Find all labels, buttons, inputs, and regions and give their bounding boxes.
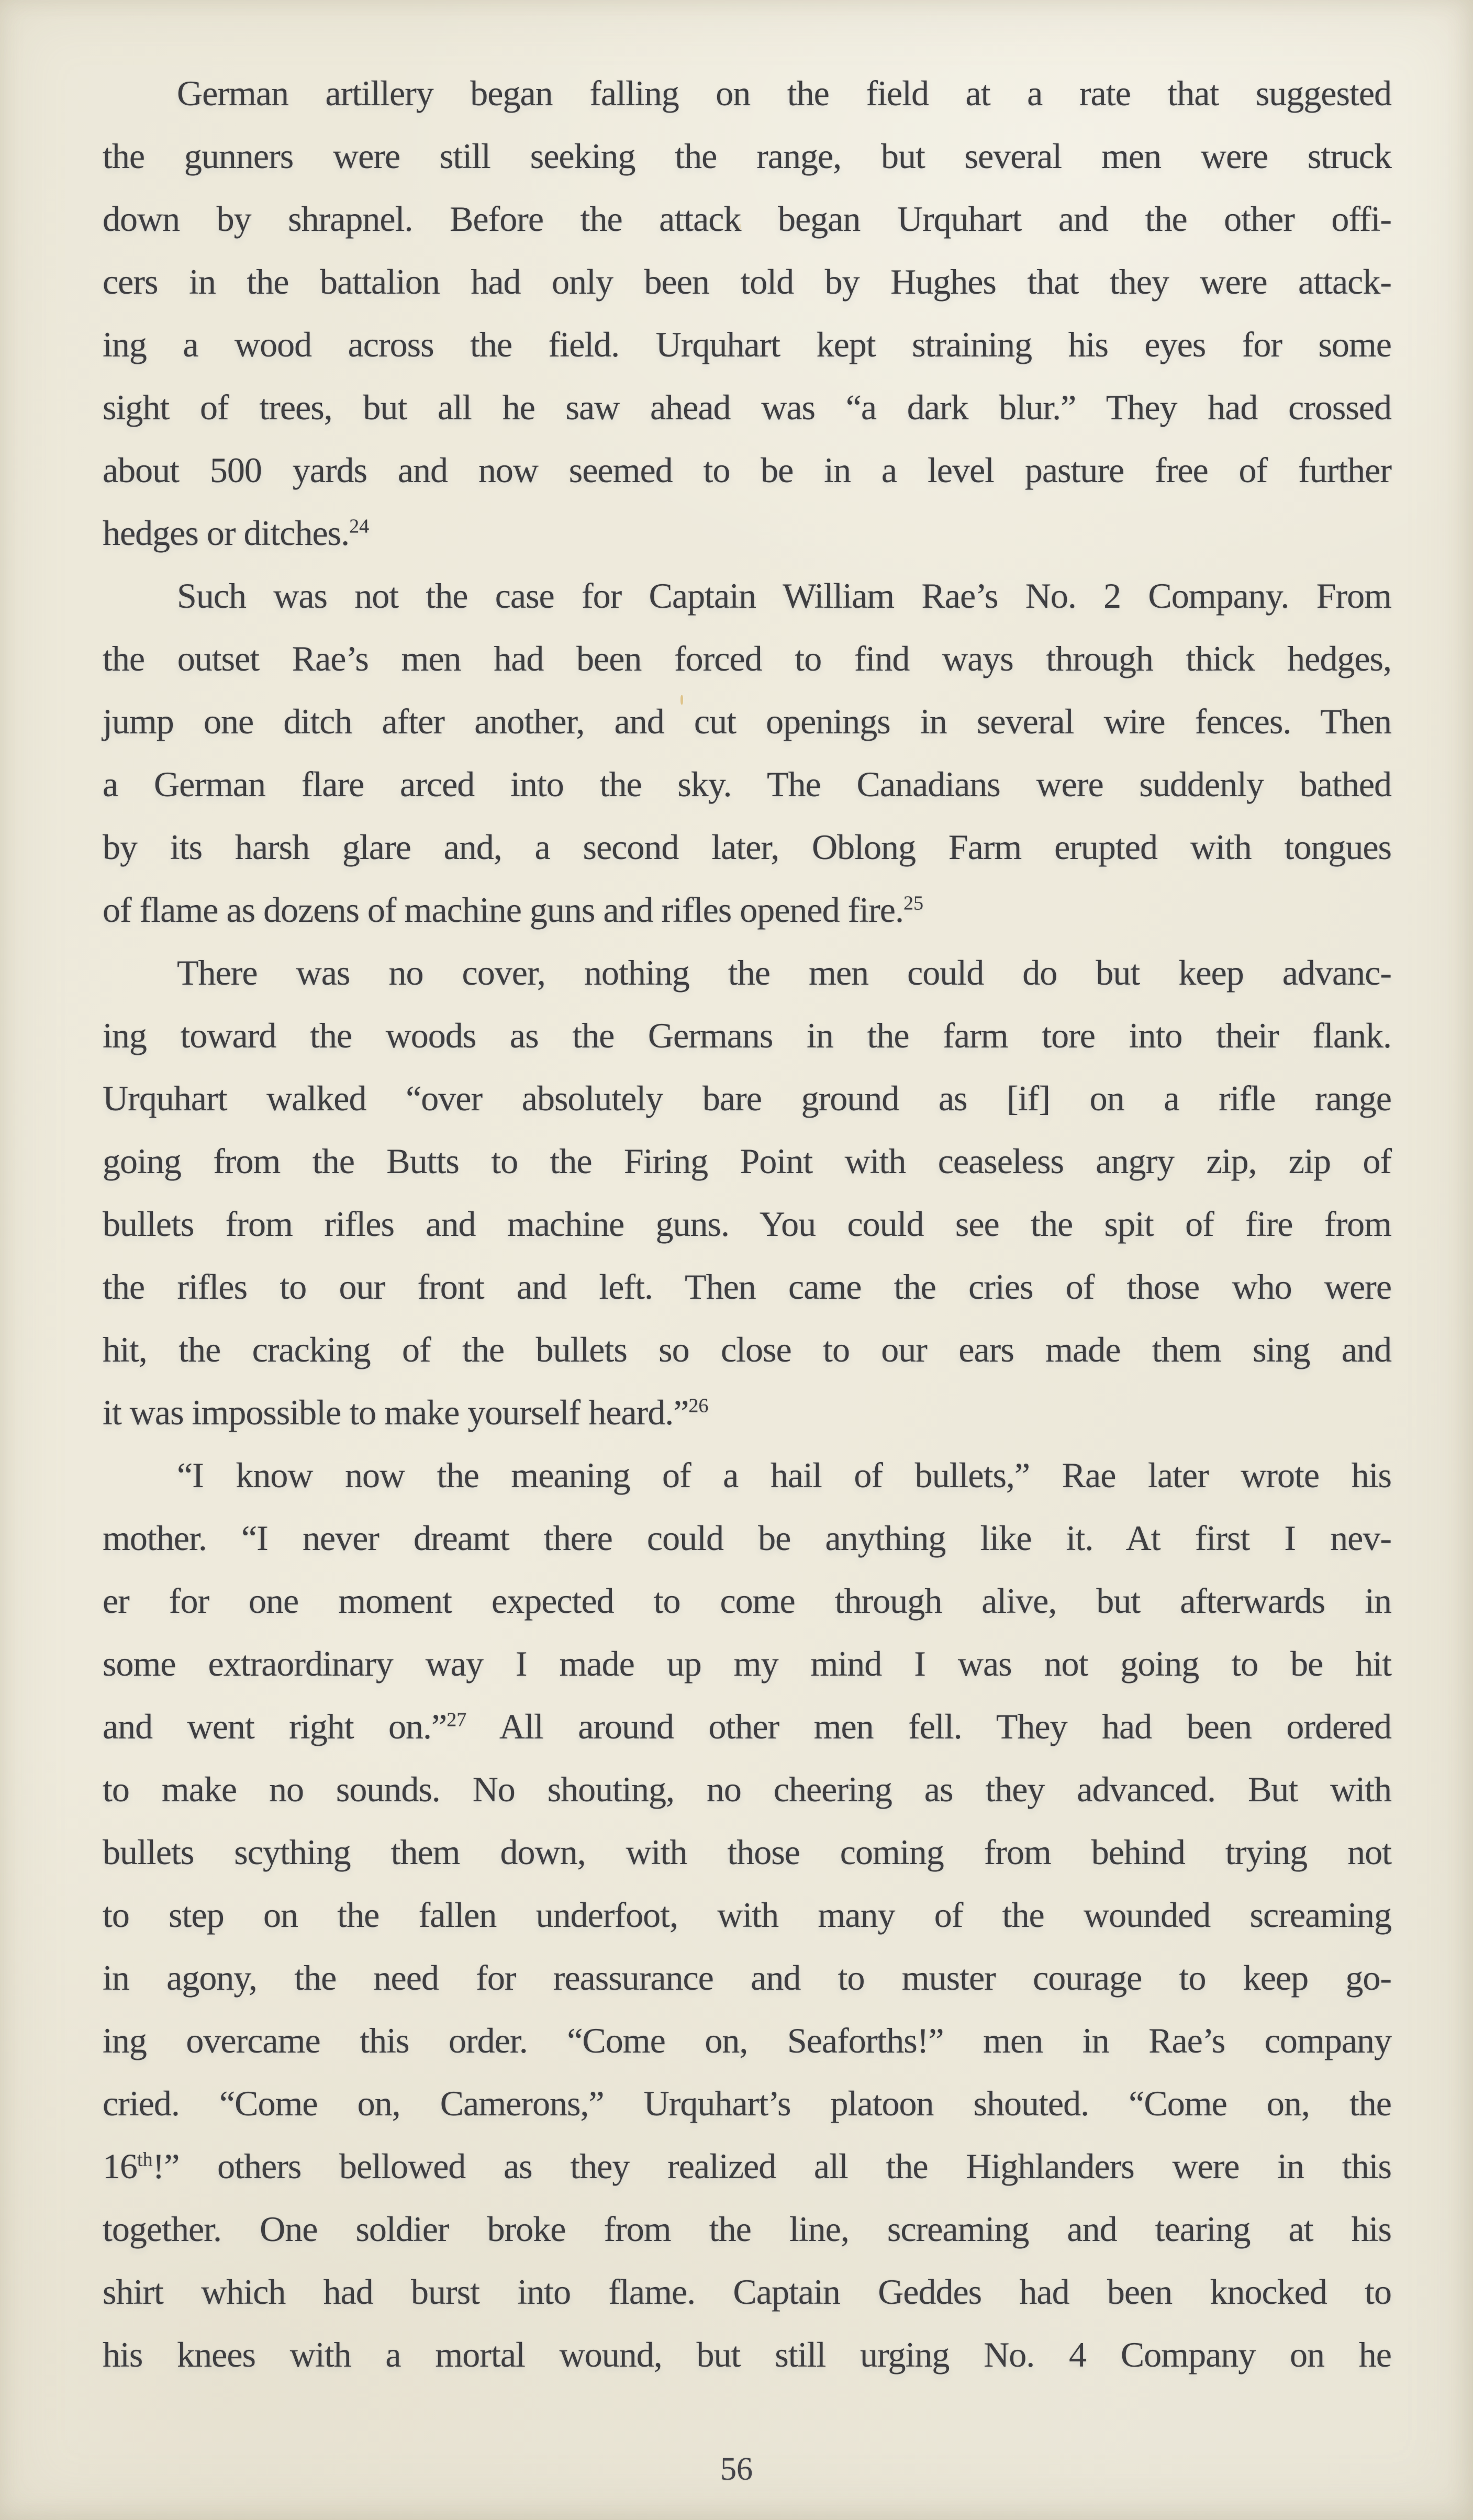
text-line: some extraordinary way I made up my mind I was not going to be hit (103, 1644, 1391, 1683)
text-line-part: !” others bellowed as they realized all the Highlanders were in this (152, 2146, 1391, 2186)
text-line: by its harsh glare and, a second later, Oblong Farm erupted with tongues (103, 827, 1391, 867)
text-line: ing toward the woods as the Germans in the farm tore into their flank. (103, 1016, 1391, 1055)
text-line: ing a wood across the field. Urquhart kept straining his eyes for some (103, 325, 1391, 364)
text-line (103, 501, 1391, 564)
text-line (103, 2135, 1391, 2198)
footnote-ref: 27 (447, 1709, 467, 1731)
text-line (103, 1381, 1391, 1444)
text-line (103, 878, 1391, 941)
text-line-part: hedges or ditches. (103, 513, 350, 553)
text-line-part: of flame as dozens of machine guns and rifles opened fire. (103, 890, 903, 930)
text-line-part: it was impossible to make yourself heard.” (103, 1392, 689, 1432)
text-line: ing overcame this order. “Come on, Seaforths!” men in Rae’s company (103, 2021, 1391, 2060)
text-line: about 500 yards and now seemed to be in a level pasture free of further (103, 450, 1391, 490)
page-number: 56 (720, 2451, 753, 2487)
text-line: shirt which had burst into flame. Captain Geddes had been knocked to (103, 2272, 1391, 2312)
text-line: er for one moment expected to come through alive, but afterwards in (103, 1581, 1391, 1621)
text-line-part: and went right on.” (103, 1707, 447, 1746)
text-line: to step on the fallen underfoot, with many of the wounded screaming (103, 1895, 1391, 1935)
text-line: sight of trees, but all he saw ahead was “a dark blur.” They had crossed (103, 387, 1391, 427)
text-line: Urquhart walked “over absolutely bare ground as [if] on a rifle range (103, 1078, 1391, 1118)
footnote-ref: 25 (903, 892, 924, 915)
paragraph (103, 62, 1391, 564)
text-line: hit, the cracking of the bullets so close to our ears made them sing and (103, 1330, 1391, 1369)
footnote-ref: 24 (349, 515, 370, 538)
text-line: together. One soldier broke from the line, screaming and tearing at his (103, 2209, 1391, 2249)
text-line: Such was not the case for Captain William Rae’s No. 2 Company. From (177, 576, 1391, 616)
text-line (103, 1695, 1391, 1758)
ordinal-suffix: th (137, 2148, 153, 2171)
text-line: the rifles to our front and left. Then came the cries of those who were (103, 1267, 1391, 1307)
text-line: bullets scything them down, with those coming from behind trying not (103, 1832, 1391, 1872)
text-line: a German flare arced into the sky. The Canadians were suddenly bathed (103, 764, 1391, 804)
text-line: “I know now the meaning of a hail of bullets,” Rae later wrote his (177, 1455, 1391, 1495)
text-line: jump one ditch after another, and cut openings in several wire fences. Then (103, 701, 1391, 741)
paragraph (103, 941, 1391, 1444)
text-line: There was no cover, nothing the men could do but keep advanc- (177, 953, 1391, 993)
paragraph (103, 564, 1391, 941)
text-line: in agony, the need for reassurance and to muster courage to keep go- (103, 1958, 1391, 1998)
text-block (103, 62, 1391, 2386)
text-line: going from the Butts to the Firing Point with ceaseless angry zip, zip of (103, 1141, 1391, 1181)
paragraph (103, 1444, 1391, 2386)
text-line: down by shrapnel. Before the attack began Urquhart and the other offi- (103, 199, 1391, 239)
text-line: bullets from rifles and machine guns. You could see the spit of fire from (103, 1204, 1391, 1244)
text-line: German artillery began falling on the field at a rate that suggested (177, 73, 1391, 113)
text-line: the outset Rae’s men had been forced to find ways through thick hedges, (103, 639, 1391, 678)
text-line: his knees with a mortal wound, but still urging No. 4 Company on he (103, 2335, 1391, 2374)
text-line: to make no sounds. No shouting, no cheering as they advanced. But with (103, 1769, 1391, 1809)
text-line: cried. “Come on, Camerons,” Urquhart’s platoon shouted. “Come on, the (103, 2083, 1391, 2123)
text-line-part: All around other men fell. They had been ordered (466, 1707, 1391, 1746)
text-line: mother. “I never dreamt there could be anything like it. At first I nev- (103, 1518, 1391, 1558)
footnote-ref: 26 (688, 1395, 709, 1417)
text-line: the gunners were still seeking the range, but several men were struck (103, 136, 1391, 176)
text-line: cers in the battalion had only been told by Hughes that they were attack- (103, 262, 1391, 302)
text-line-part: 16 (103, 2146, 137, 2186)
